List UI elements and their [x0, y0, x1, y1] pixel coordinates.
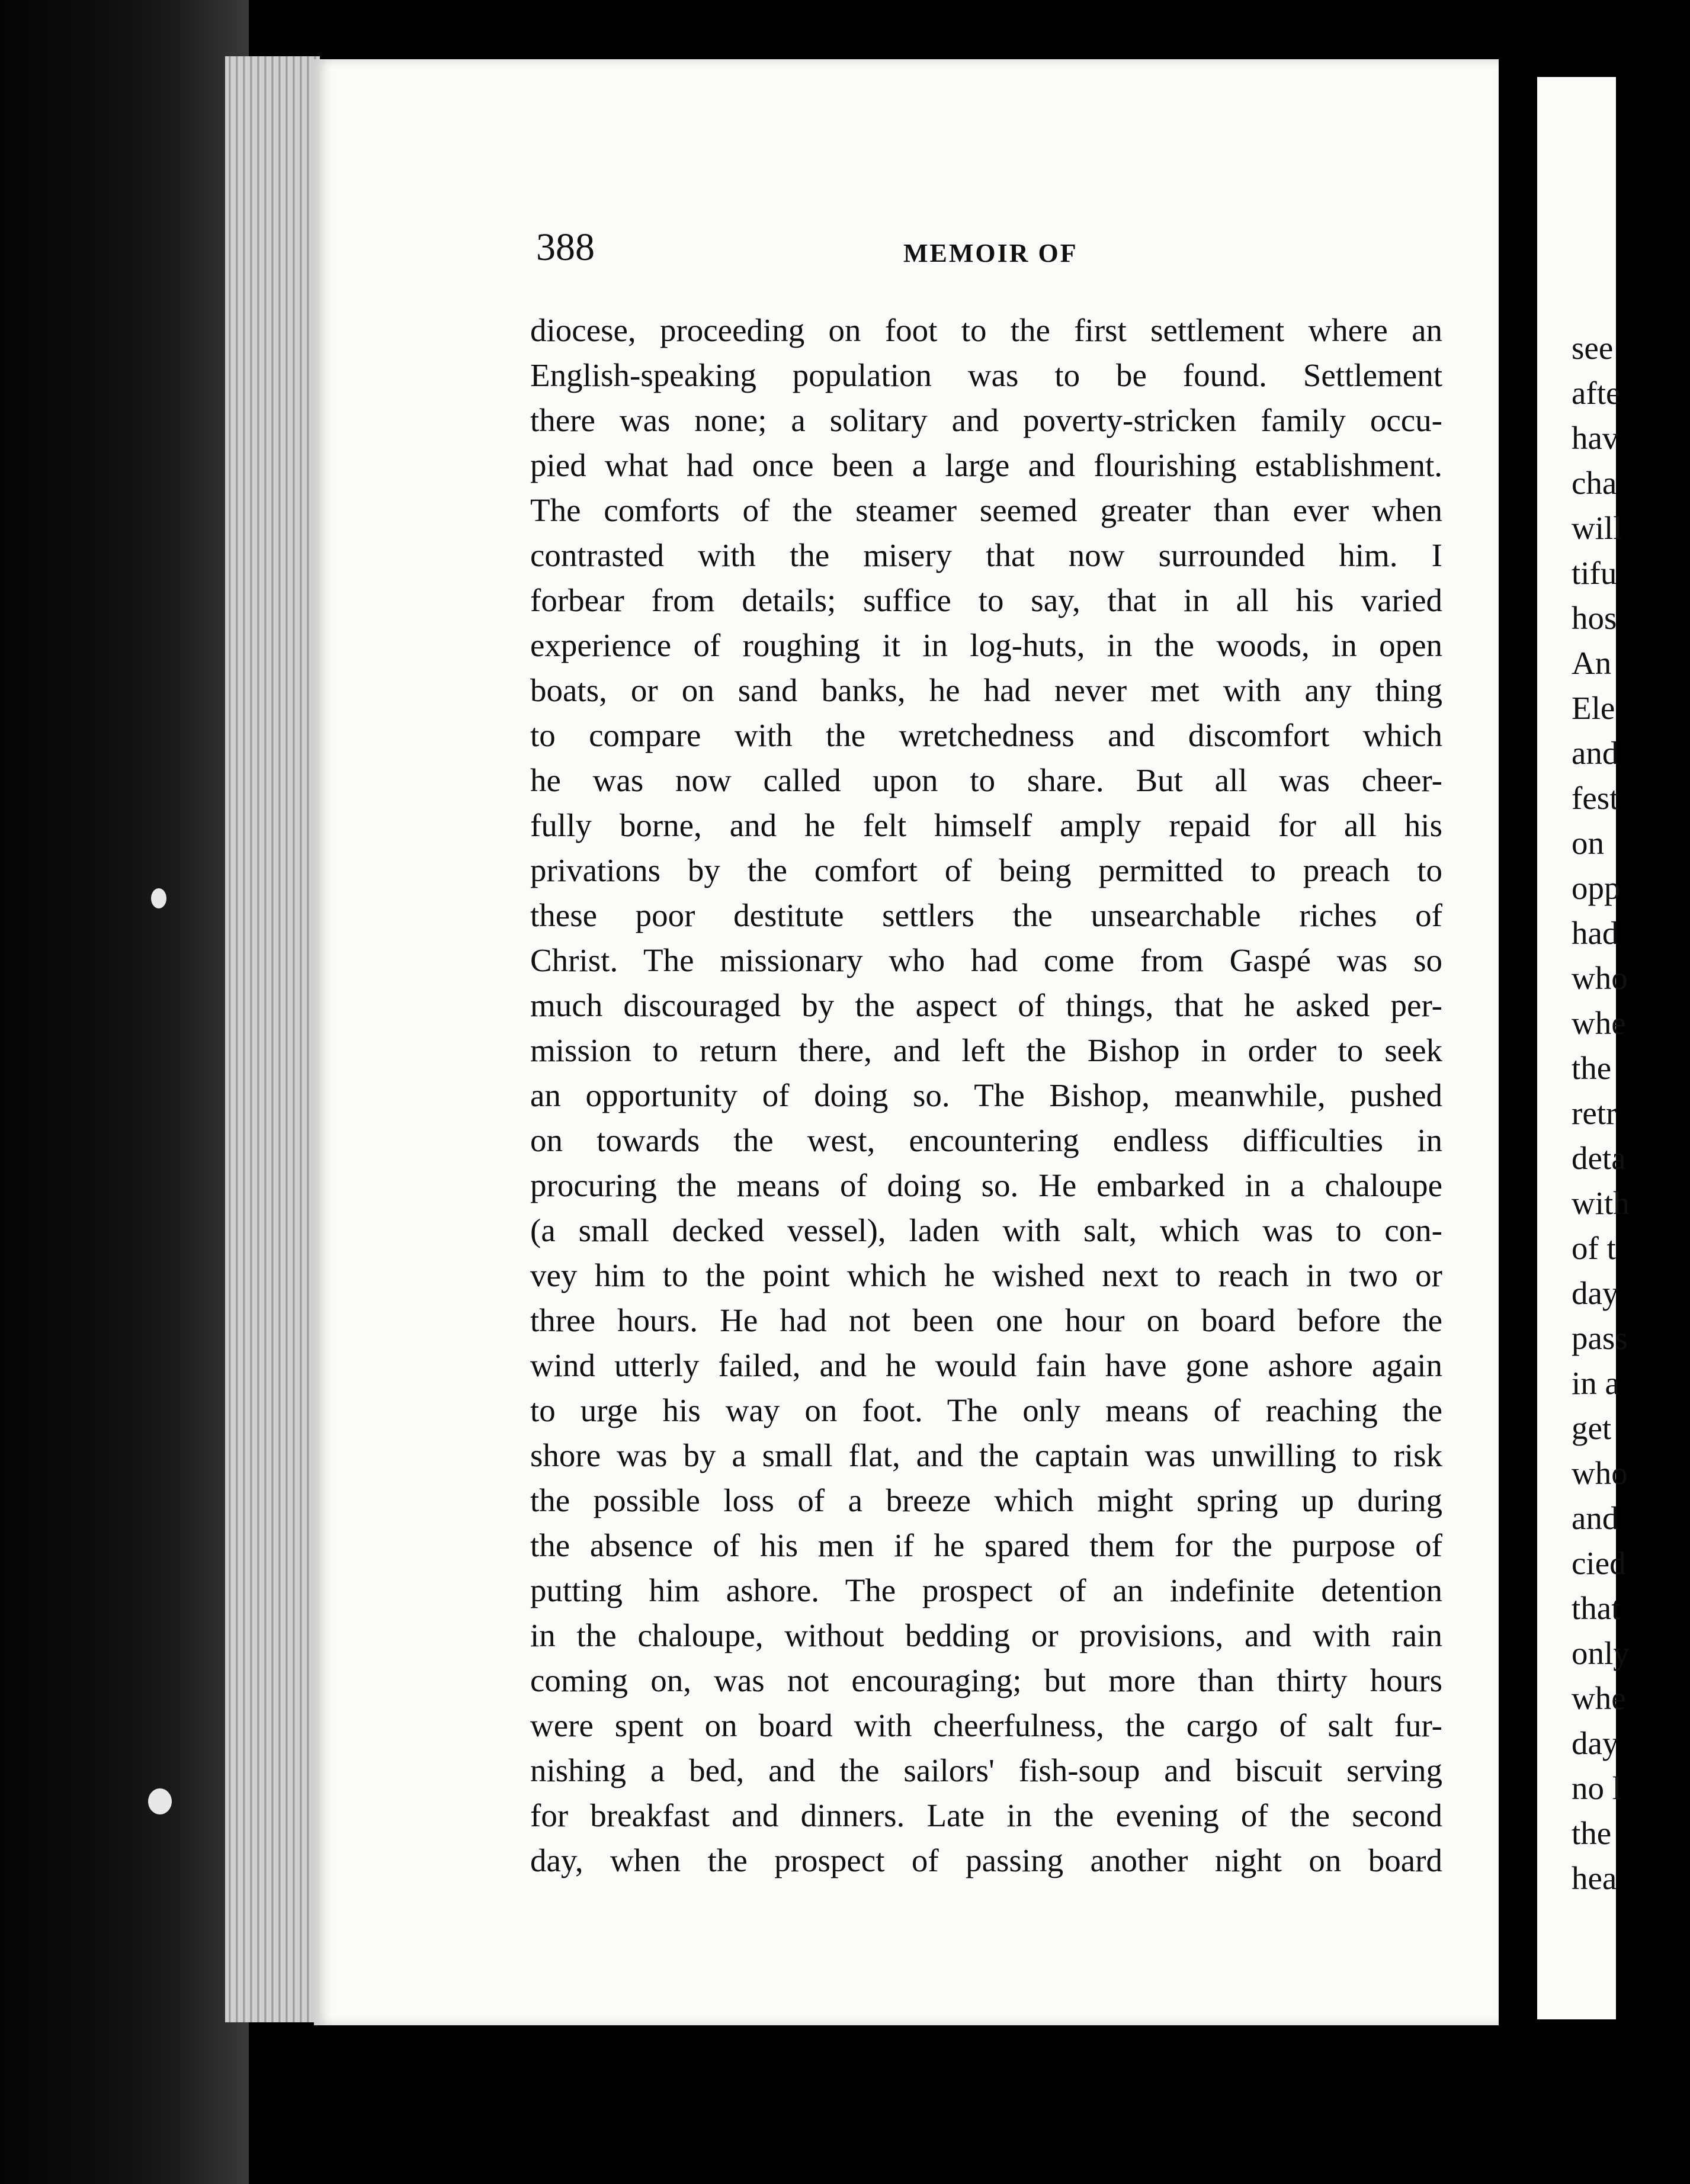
text-line: privations by the comfort of being permitted to preach to [530, 852, 1442, 888]
facing-text-line: hos [1572, 600, 1617, 636]
body-text [530, 308, 1442, 1883]
text-line: contrasted with the misery that now surrounded him. I [530, 537, 1442, 573]
facing-text-line: will [1572, 510, 1622, 546]
facing-text-line: retr [1572, 1095, 1617, 1131]
text-line: shore was by a small flat, and the captain was unwilling to risk [530, 1437, 1442, 1473]
text-line: mission to return there, and left the Bishop in order to seek [530, 1032, 1442, 1068]
facing-text-line: cha [1572, 465, 1617, 501]
text-line: to urge his way on foot. The only means of reaching the [530, 1392, 1442, 1428]
text-line: vey him to the point which he wished next to reach in two or [530, 1257, 1442, 1293]
text-line: diocese, proceeding on foot to the first settlement where an [530, 312, 1442, 348]
facing-text-line: opp [1572, 870, 1621, 906]
text-line: for breakfast and dinners. Late in the evening of the second [530, 1797, 1442, 1833]
facing-text-line: had [1572, 915, 1619, 951]
facing-text-line: pass [1572, 1320, 1628, 1356]
facing-text-line: only [1572, 1635, 1630, 1671]
text-line: putting him ashore. The prospect of an indefinite detention [530, 1572, 1442, 1608]
text-line: an opportunity of doing so. The Bishop, meanwhile, pushed [530, 1077, 1442, 1113]
facing-text-line: fest [1572, 780, 1619, 816]
facing-text-line: no l [1572, 1770, 1622, 1806]
facing-text-line: An [1572, 645, 1612, 681]
text-line: pied what had once been a large and flourishing establishment. [530, 447, 1442, 483]
text-line: were spent on board with cheerfulness, the cargo of salt fur- [530, 1707, 1442, 1743]
facing-text-line: whe [1572, 1680, 1626, 1716]
facing-text-line: the [1572, 1050, 1612, 1086]
scan-speck [148, 1788, 172, 1814]
facing-text-line: in a [1572, 1365, 1620, 1401]
text-line: fully borne, and he felt himself amply repaid for all his [530, 807, 1442, 843]
text-line: day, when the prospect of passing another night on board [530, 1842, 1442, 1878]
facing-text-line: and [1572, 735, 1619, 771]
facing-text-line: cied [1572, 1545, 1626, 1581]
facing-page [1537, 77, 1630, 2019]
text-line: forbear from details; suffice to say, that in all his varied [530, 582, 1442, 618]
facing-text-line: with [1572, 1185, 1630, 1221]
text-line: on towards the west, encountering endless difficulties in [530, 1122, 1442, 1158]
facing-text-line: get [1572, 1410, 1612, 1446]
facing-text-line: day [1572, 1725, 1619, 1761]
book-gutter [1499, 59, 1537, 2025]
text-line: to compare with the wretchedness and discomfort which [530, 717, 1442, 753]
text-line: The comforts of the steamer seemed greater than ever when [530, 492, 1442, 528]
text-line: boats, or on sand banks, he had never met with any thing [530, 672, 1442, 708]
facing-text-line: Ele [1572, 690, 1615, 726]
text-line: experience of roughing it in log-huts, in the woods, in open [530, 627, 1442, 663]
text-line: in the chaloupe, without bedding or provisions, and with rain [530, 1617, 1442, 1653]
facing-text-line: that [1572, 1590, 1621, 1626]
book-edge [0, 0, 249, 2184]
facing-text-line: and [1572, 1500, 1619, 1536]
text-line: there was none; a solitary and poverty-stricken family occu- [530, 402, 1442, 438]
text-line: Christ. The missionary who had come from Gaspé was so [530, 942, 1442, 978]
text-line: nishing a bed, and the sailors' fish-soup and biscuit serving [530, 1752, 1442, 1788]
text-line: (a small decked vessel), laden with salt, which was to con- [530, 1212, 1442, 1248]
text-line: much discouraged by the aspect of things, that he asked per- [530, 987, 1442, 1023]
text-line: procuring the means of doing so. He embarked in a chaloupe [530, 1167, 1442, 1203]
page-header [536, 225, 1442, 284]
facing-text-line: hea [1572, 1860, 1617, 1896]
text-line: these poor destitute settlers the unsearchable riches of [530, 897, 1442, 933]
running-head: MEMOIR OF [903, 239, 1078, 268]
text-line: the absence of his men if he spared them for the purpose of [530, 1527, 1442, 1563]
facing-text-line: on [1572, 825, 1604, 861]
text-line: coming on, was not encouraging; but more than thirty hours [530, 1662, 1442, 1698]
facing-text-line: of t [1572, 1230, 1616, 1266]
facing-page-text [1572, 326, 1690, 1901]
facing-text-line: the [1572, 1815, 1612, 1851]
facing-text-line: who [1572, 1455, 1628, 1491]
facing-text-line: whe [1572, 1005, 1626, 1041]
text-line: wind utterly failed, and he would fain have gone ashore again [530, 1347, 1442, 1383]
page-stack-edges [225, 56, 320, 2022]
text-line: he was now called upon to share. But all was cheer- [530, 762, 1442, 798]
facing-text-line: day [1572, 1275, 1619, 1311]
facing-text-line: deta [1572, 1140, 1626, 1176]
page-number: 388 [536, 226, 595, 269]
text-line: English-speaking population was to be found. Settlement [530, 357, 1442, 393]
scan-speck [151, 888, 166, 908]
facing-text-line: afte [1572, 375, 1621, 411]
text-line: the possible loss of a breeze which might spring up during [530, 1482, 1442, 1518]
facing-text-line: tifu [1572, 555, 1617, 591]
facing-text-line: hav [1572, 420, 1619, 456]
facing-text-line: see [1572, 330, 1614, 366]
facing-text-line: who [1572, 960, 1628, 996]
text-line: three hours. He had not been one hour on board before the [530, 1302, 1442, 1338]
